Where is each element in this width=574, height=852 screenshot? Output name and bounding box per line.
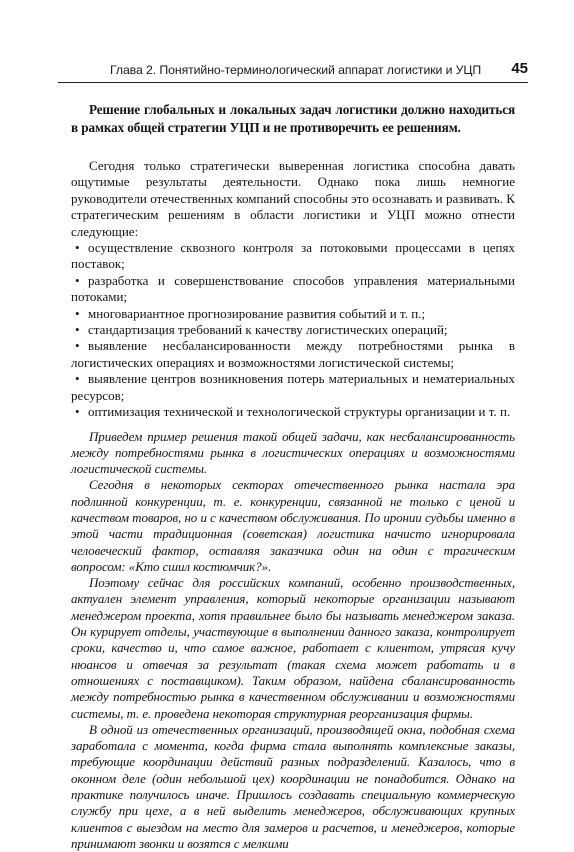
list-item	[71, 338, 515, 371]
list-item-text: стандартизация требований к качеству логистических операций;	[88, 322, 448, 337]
bullet-icon: •	[75, 306, 88, 322]
chapter-running-title: Глава 2. Понятийно-терминологический аппарат логистики и УЦП	[110, 63, 481, 77]
list-item	[71, 273, 515, 306]
running-header	[58, 62, 528, 83]
list-item	[71, 371, 515, 404]
list-item	[71, 240, 515, 273]
example-paragraph: Приведем пример решения такой общей задачи, как несбалансированность между потребностями рынка в логистических операциях и возможностями логистической системы.	[71, 429, 515, 478]
page-number: 45	[511, 60, 528, 77]
list-item-text: выявление центров возникновения потерь материальных и нематериальных ресурсов;	[71, 371, 515, 402]
list-item-text: разработка и совершенствование способов управления материальными потоками;	[71, 273, 515, 304]
list-item	[71, 404, 515, 420]
bullet-icon: •	[75, 404, 88, 420]
case-example	[71, 429, 515, 852]
example-paragraph: Поэтому сейчас для российских компаний, особенно производственных, актуален элемент управления, который некоторые организации называют менеджером проекта, хотя правильнее было бы называть менеджером заказа. Он курирует отделы, участвующие в выполнении данного заказа, контролирует сроки, качество и, что самое важное, работает с клиентом, утрясая кучу нюансов и отвечая за результат (такая схема может работать и в отношениях с поставщиком). Таким образом, найдена сбалансированность между потребностью рынка в качественном обслуживании и возможностями системы, т. е. проведена некоторая структурная реорганизация фирмы.	[71, 575, 515, 722]
key-statement: Решение глобальных и локальных задач логистики должно находиться в рамках общей стратегии УЦП и не противоречить ее решениям.	[71, 101, 515, 137]
strategic-decisions-list	[71, 240, 515, 420]
list-item-text: оптимизация технической и технологической структуры организации и т. п.	[88, 404, 510, 419]
bullet-icon: •	[75, 240, 88, 256]
bullet-icon: •	[75, 322, 88, 338]
bullet-icon: •	[75, 338, 88, 354]
list-item-text: осуществление сквозного контроля за потоковыми процессами в цепях поставок;	[71, 240, 515, 271]
bullet-icon: •	[75, 273, 88, 289]
list-item-text: выявление несбалансированности между потребностями рынка в логистических операциях и возможностями логистической системы;	[71, 338, 515, 369]
list-item	[71, 306, 515, 322]
list-item	[71, 322, 515, 338]
page-content	[71, 101, 515, 852]
list-item-text: многовариантное прогнозирование развития событий и т. п.;	[88, 306, 425, 321]
intro-paragraph: Сегодня только стратегически выверенная логистика способна давать ощутимые результаты деятельности. Однако пока лишь немногие руководители отечественных компаний способны это осознавать и развивать. К стратегическим решениям в области логистики и УЦП можно отнести следующие:	[71, 158, 515, 240]
bullet-icon: •	[75, 371, 88, 387]
example-paragraph: В одной из отечественных организаций, производящей окна, подобная схема заработала с момента, когда фирма стала выполнять комплексные заказы, требующие координации действий разных подразделений. Казалось, что в оконном деле (один небольшой цех) координации не понадобится. Однако на практике получилось иначе. Пришлось создавать специальную коммерческую службу при цехе, а в ней выделить менеджеров, обслуживающих крупных клиентов с выездом на место для замеров и расчетов, и менеджеров, которые принимают звонки и возятся с мелкими	[71, 722, 515, 852]
example-paragraph: Сегодня в некоторых секторах отечественного рынка настала эра подлинной конкуренции, т. е. конкуренции, связанной не только с ценой и качеством товаров, но и с качеством обслуживания. По иронии судьбы именно в этой части традиционная (советская) логистика начисто игнорировала человеческий фактор, оставляя заказчика один на один с трагическим вопросом: «Кто сшил костюмчик?».	[71, 477, 515, 575]
